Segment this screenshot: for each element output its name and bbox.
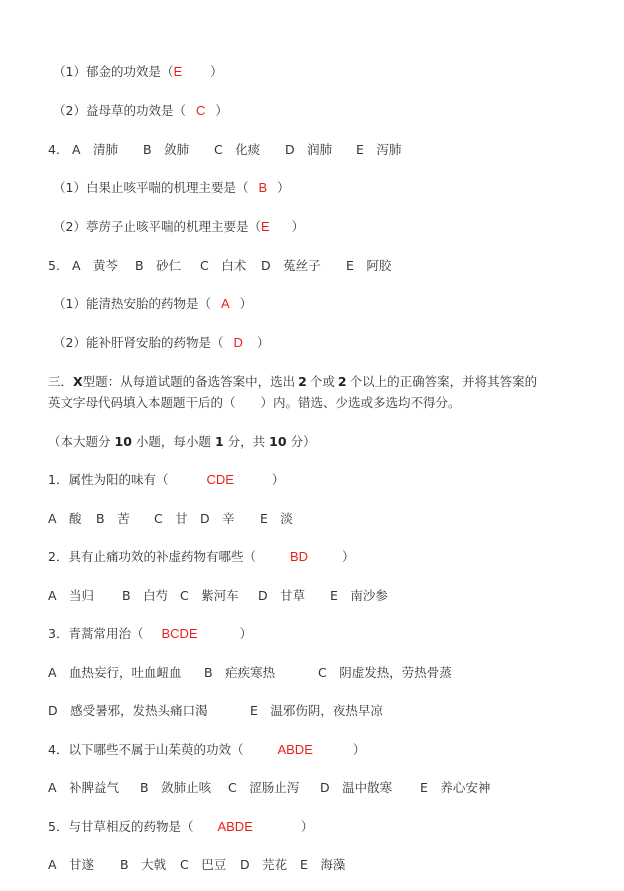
section-3-instruction: 英文字母代码填入本题题干后的（ ）内。错选、少选或多选均不得分。 bbox=[48, 395, 461, 410]
answer-mark: C bbox=[195, 103, 206, 118]
option-b: B 敛肺止咳 bbox=[140, 780, 212, 795]
x4-stem: 4．以下哪些不属于山茱萸的功效（ ABDE ） bbox=[48, 742, 366, 757]
option-c: C 白术 bbox=[200, 258, 247, 273]
q3-sub2: （2）益母草的功效是（ C ） bbox=[53, 103, 228, 118]
q4-sub1: （1）白果止咳平喘的机理主要是（ B ） bbox=[53, 180, 290, 195]
section-3-score: （本大题分 10 小题，每小题 1 分，共 10 分） bbox=[48, 434, 316, 449]
option-d: D 甘草 bbox=[258, 588, 306, 603]
answer-mark: BCDE bbox=[161, 626, 198, 641]
q4-sub2: （2）葶苈子止咳平喘的机理主要是（E ） bbox=[53, 219, 305, 234]
option-d: D 菟丝子 bbox=[261, 258, 321, 273]
q3-sub1: （1）郁金的功效是（E ） bbox=[53, 64, 223, 79]
option-e: E 泻肺 bbox=[356, 142, 402, 157]
option-a: A 清肺 bbox=[72, 142, 119, 157]
x2-stem: 2．具有止痛功效的补虚药物有哪些（ BD ） bbox=[48, 549, 355, 564]
answer-mark: A bbox=[220, 296, 230, 311]
option-d: D 感受暑邪，发热头痛口渴 bbox=[48, 703, 208, 718]
x1-stem: 1．属性为阳的味有（ CDE ） bbox=[48, 472, 285, 487]
option-e: E 阿胶 bbox=[346, 258, 392, 273]
option-d: D 芫花 bbox=[240, 857, 288, 872]
option-c: C 涩肠止泻 bbox=[228, 780, 300, 795]
option-a: A 酸 bbox=[48, 511, 82, 526]
answer-mark: ABDE bbox=[217, 819, 253, 834]
answer-mark: D bbox=[233, 335, 243, 350]
q5-sub2: （2）能补肝肾安胎的药物是（ D ） bbox=[53, 335, 270, 350]
option-c: C 阴虚发热，劳热骨蒸 bbox=[318, 665, 452, 680]
option-b: B 疟疾寒热 bbox=[204, 665, 276, 680]
option-d: D 辛 bbox=[200, 511, 235, 526]
option-b: B 敛肺 bbox=[143, 142, 190, 157]
option-d: D 润肺 bbox=[285, 142, 333, 157]
option-a: A 黄芩 bbox=[72, 258, 119, 273]
option-b: B 白芍 bbox=[122, 588, 169, 603]
option-e: E 海藻 bbox=[300, 857, 346, 872]
answer-mark: BD bbox=[289, 549, 309, 564]
option-a: A 补脾益气 bbox=[48, 780, 120, 795]
option-d: D 温中散寒 bbox=[320, 780, 393, 795]
option-c: C 紫河车 bbox=[180, 588, 239, 603]
option-e: E 南沙参 bbox=[330, 588, 388, 603]
document-page: （1）郁金的功效是（E ） （2）益母草的功效是（ C ） 4. A 清肺 B 敛肺 C 化痰 D 润肺 E 泻肺 （1）白果止咳平喘的机理主要是（ B ） （2）葶苈子止咳平喘的机理主要是（E ） 5. A 黄芩 B 砂仁 C 白术 D 菟丝子 E 阿胶 （1）能清热安胎的药物是（ A ） （2）能补肝肾安胎的药物是（ D ） 三．X型题：从每道试题的备选答案中，选出 2 个或 2 个以上的正确答案，并将其答案的 英文字母代码填入本题题干后的（ ）内。错选、少选或多选均不得分。 （本大题分 10 小题，每小题 1 分，共 10 分） 1．属性为阳的味有（ CDE ） A 酸 B 苦 C 甘 D 辛 E 淡 2．具有止痛功效的补虚药物有哪些（ BD ） A 当归 B 白芍 C 紫河车 D 甘草 E 南沙参 3．青蒿常用治（ BCDE ） A 血热妄行，吐血衄血 B 疟疾寒热 C 阴虚发热，劳热骨蒸 D 感受暑邪，发热头痛口渴 E 温邪伤阴，夜热早凉 4．以下哪些不属于山茱萸的功效（ ABDE ） A 补脾益气 B 敛肺止咳 C 涩肠止泻 D 温中散寒 E 养心安神 5．与甘草相反的药物是（ ABDE ） A 甘遂 B 大戟 C 巴豆 D 芫花 E 海藻 bbox=[48, 64, 538, 872]
x3-stem: 3．青蒿常用治（ BCDE ） bbox=[48, 626, 253, 641]
option-e: E 温邪伤阴，夜热早凉 bbox=[250, 703, 383, 718]
option-b: B 大戟 bbox=[120, 857, 167, 872]
option-a: A 血热妄行，吐血衄血 bbox=[48, 665, 182, 680]
answer-mark: CDE bbox=[206, 472, 234, 487]
option-b: B 苦 bbox=[96, 511, 130, 526]
option-c: C 巴豆 bbox=[180, 857, 227, 872]
option-a: A 甘遂 bbox=[48, 857, 95, 872]
answer-mark: E bbox=[260, 219, 270, 234]
option-b: B 砂仁 bbox=[135, 258, 182, 273]
section-3-heading: 三．X型题：从每道试题的备选答案中，选出 2 个或 2 个以上的正确答案，并将其答案的 bbox=[48, 374, 538, 389]
answer-mark: E bbox=[173, 64, 183, 79]
option-e: E 养心安神 bbox=[420, 780, 491, 795]
x5-stem: 5．与甘草相反的药物是（ ABDE ） bbox=[48, 819, 314, 834]
answer-mark: B bbox=[258, 180, 268, 195]
answer-mark: ABDE bbox=[277, 742, 313, 757]
option-e: E 淡 bbox=[260, 511, 293, 526]
option-c: C 甘 bbox=[154, 511, 188, 526]
option-a: A 当归 bbox=[48, 588, 95, 603]
option-c: C 化痰 bbox=[214, 142, 261, 157]
q5-sub1: （1）能清热安胎的药物是（ A ） bbox=[53, 296, 253, 311]
